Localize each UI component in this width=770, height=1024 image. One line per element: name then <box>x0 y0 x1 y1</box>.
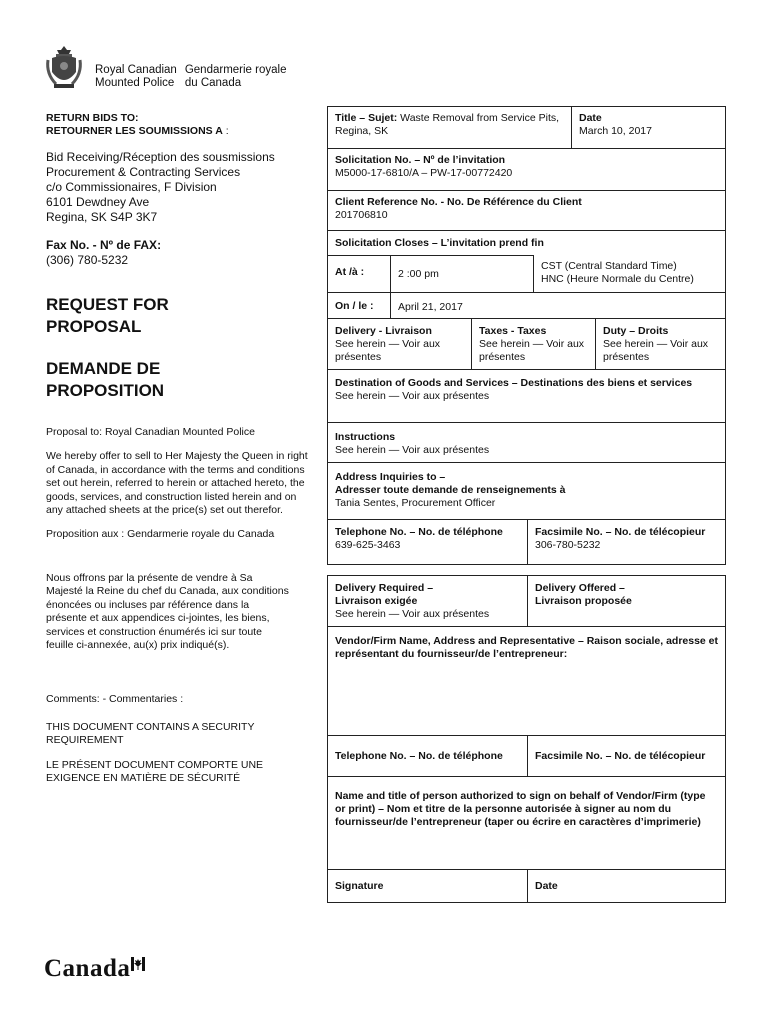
duty-label: Duty – Droits <box>603 325 669 337</box>
duty-cell <box>597 322 725 367</box>
vendor-name-field[interactable] <box>329 632 724 732</box>
delivery-offered-label-1: Delivery Offered – <box>535 582 625 594</box>
return-bids-label <box>46 112 229 138</box>
on-value: April 21, 2017 <box>398 301 463 313</box>
destination-value: See herein — Voir aux présentes <box>335 390 490 402</box>
inquiries-label-2: Adresser toute demande de renseignements à <box>335 484 566 496</box>
taxes-cell <box>473 322 593 367</box>
client-ref-cell <box>329 193 724 225</box>
document-title <box>46 294 169 402</box>
title-en-1: REQUEST FOR <box>46 295 169 314</box>
delivery-cell <box>329 322 469 367</box>
delivery-required-label-1: Delivery Required – <box>335 582 434 594</box>
dept-en-line1: Royal Canadian <box>95 64 177 76</box>
bid-receiving-address <box>46 150 275 225</box>
at-label: At /à : <box>335 266 365 278</box>
timezone-cell <box>535 257 725 289</box>
title-value: Waste Removal from Service Pits, Regina, SK <box>335 112 560 137</box>
closes-cell <box>329 234 724 253</box>
taxes-label: Taxes - Taxes <box>479 325 547 337</box>
vendor-telephone-field[interactable] <box>329 747 527 766</box>
fax-label: Fax No. - Nº de FAX: <box>46 238 162 252</box>
delivery-value: See herein — Voir aux présentes <box>335 338 441 363</box>
address-line: Regina, SK S4P 3K7 <box>46 210 158 224</box>
address-line: 6101 Dewdney Ave <box>46 195 150 209</box>
delivery-required-cell <box>329 579 527 624</box>
proposal-to: Proposal to: Royal Canadian Mounted Police <box>46 426 255 438</box>
instructions-label: Instructions <box>335 431 396 443</box>
return-fr-suffix: : <box>222 125 229 137</box>
title-fr-1: DEMANDE DE <box>46 359 161 378</box>
telephone-label: Telephone No. – No. de téléphone <box>335 526 503 538</box>
delivery-label: Delivery - Livraison <box>335 325 432 337</box>
fax-block <box>46 238 161 268</box>
on-value-cell <box>392 298 592 317</box>
client-ref-value: 201706810 <box>335 209 388 221</box>
fax-value: (306) 780-5232 <box>46 253 129 267</box>
canada-flag-icon <box>131 957 145 971</box>
title-label: Title – Sujet: <box>335 112 398 124</box>
department-name <box>95 64 294 90</box>
at-cell <box>329 263 389 282</box>
address-line: Procurement & Contracting Services <box>46 165 241 179</box>
taxes-value: See herein — Voir aux présentes <box>479 338 585 363</box>
instructions-value: See herein — Voir aux présentes <box>335 444 490 456</box>
closes-label: Solicitation Closes – L’invitation prend fin <box>335 237 544 249</box>
facsimile-value: 306-780-5232 <box>535 539 601 551</box>
security-en: THIS DOCUMENT CONTAINS A SECURITY REQUIREMENT <box>46 721 255 747</box>
destination-cell <box>329 374 724 406</box>
facsimile-label: Facsimile No. – No. de télécopieur <box>535 526 706 538</box>
vendor-facsimile-field[interactable] <box>529 747 725 766</box>
tz-en: CST (Central Standard Time) <box>541 260 677 272</box>
vendor-facsimile-label: Facsimile No. – No. de télécopieur <box>535 750 706 762</box>
date-value: March 10, 2017 <box>579 125 652 137</box>
delivery-required-label-2: Livraison exigée <box>335 595 418 607</box>
date-label: Date <box>579 112 602 124</box>
on-label: On / le : <box>335 300 374 312</box>
authorized-label: Name and title of person authorized to sign on behalf of Vendor/Firm (type or print) – Nom et titre de la personne autorisée à signer au nom du fournisseur/de l’entrepreneur (taper ou écrire en caractères d’imprimerie) <box>335 790 706 828</box>
tz-fr: HNC (Heure Normale du Centre) <box>541 273 694 285</box>
client-ref-label: Client Reference No. - No. De Référence du Client <box>335 196 582 208</box>
signature-date-field[interactable] <box>529 877 725 896</box>
proposal-en-block <box>46 426 308 553</box>
authorized-person-field[interactable] <box>329 787 719 867</box>
at-value: 2 :00 pm <box>398 268 439 280</box>
rcmp-crest-icon <box>44 44 84 90</box>
return-fr: RETOURNER LES SOUMISSIONS A <box>46 125 223 137</box>
delivery-required-value: See herein — Voir aux présentes <box>335 608 490 620</box>
comments-label: Comments: - Commentaries : <box>46 693 184 705</box>
wordmark-text: Canad <box>44 955 118 982</box>
destination-label: Destination of Goods and Services – Destinations des biens et services <box>335 377 693 389</box>
proposal-fr-block <box>46 572 291 663</box>
security-notice <box>46 721 296 797</box>
delivery-offered-cell[interactable] <box>529 579 725 611</box>
offer-en: We hereby offer to sell to Her Majesty the Queen in right of Canada, in accordance with the terms and conditions set out herein, referred to herein or attached hereto, the goods, services, and construction listed herein and on any attached sheets at the price(s) set out therefor. <box>46 450 308 517</box>
dept-fr-line1: Gendarmerie royale <box>184 64 287 76</box>
solicitation-value: M5000-17-6810/A – PW-17-00772420 <box>335 167 513 179</box>
wordmark-last: a <box>117 955 131 982</box>
return-en: RETURN BIDS TO: <box>46 112 139 124</box>
inquiries-label-1: Address Inquiries to – <box>335 471 446 483</box>
title-cell <box>329 109 569 141</box>
offer-fr: Nous offrons par la présente de vendre à Sa Majesté la Reine du chef du Canada, aux conditions énoncées ou incluses par référence dans la présente et aux appendices ci-jointes, les biens, services et construction énumérés ici sur toute feuille ci-annexée, au(x) prix indiqué(s). <box>46 572 289 652</box>
dept-fr-line2: du Canada <box>184 77 242 89</box>
address-line: c/o Commissionaires, F Division <box>46 180 217 194</box>
vendor-label: Vendor/Firm Name, Address and Representative – Raison sociale, adresse et représentant du fournisseur/de l’entrepreneur: <box>335 635 719 660</box>
signature-date-label: Date <box>535 880 558 892</box>
at-value-cell <box>392 265 532 284</box>
title-en-2: PROPOSAL <box>46 317 142 336</box>
address-line: Bid Receiving/Réception des sousmissions <box>46 150 275 164</box>
delivery-offered-label-2: Livraison proposée <box>535 595 632 607</box>
date-cell <box>573 109 723 141</box>
dept-en-line2: Mounted Police <box>95 77 175 89</box>
telephone-value: 639-625-3463 <box>335 539 401 551</box>
security-fr: LE PRÉSENT DOCUMENT COMPORTE UNE EXIGENCE EN MATIÈRE DE SÉCURITÉ <box>46 758 264 785</box>
solicitation-cell <box>329 151 724 183</box>
canada-wordmark <box>44 955 145 983</box>
telephone-cell <box>329 523 527 555</box>
on-cell <box>329 297 389 316</box>
signature-field[interactable] <box>329 877 527 896</box>
solicitation-label: Solicitation No. – Nº de l’invitation <box>335 154 506 166</box>
title-fr-2: PROPOSITION <box>46 381 165 400</box>
instructions-cell <box>329 428 724 460</box>
inquiries-cell <box>329 468 724 513</box>
signature-label: Signature <box>335 880 384 892</box>
proposition-aux: Proposition aux : Gendarmerie royale du Canada <box>46 528 275 541</box>
facsimile-cell <box>529 523 725 555</box>
vendor-telephone-label: Telephone No. – No. de téléphone <box>335 750 503 762</box>
inquiries-value: Tania Sentes, Procurement Officer <box>335 497 496 509</box>
duty-value: See herein — Voir aux présentes <box>603 338 709 363</box>
